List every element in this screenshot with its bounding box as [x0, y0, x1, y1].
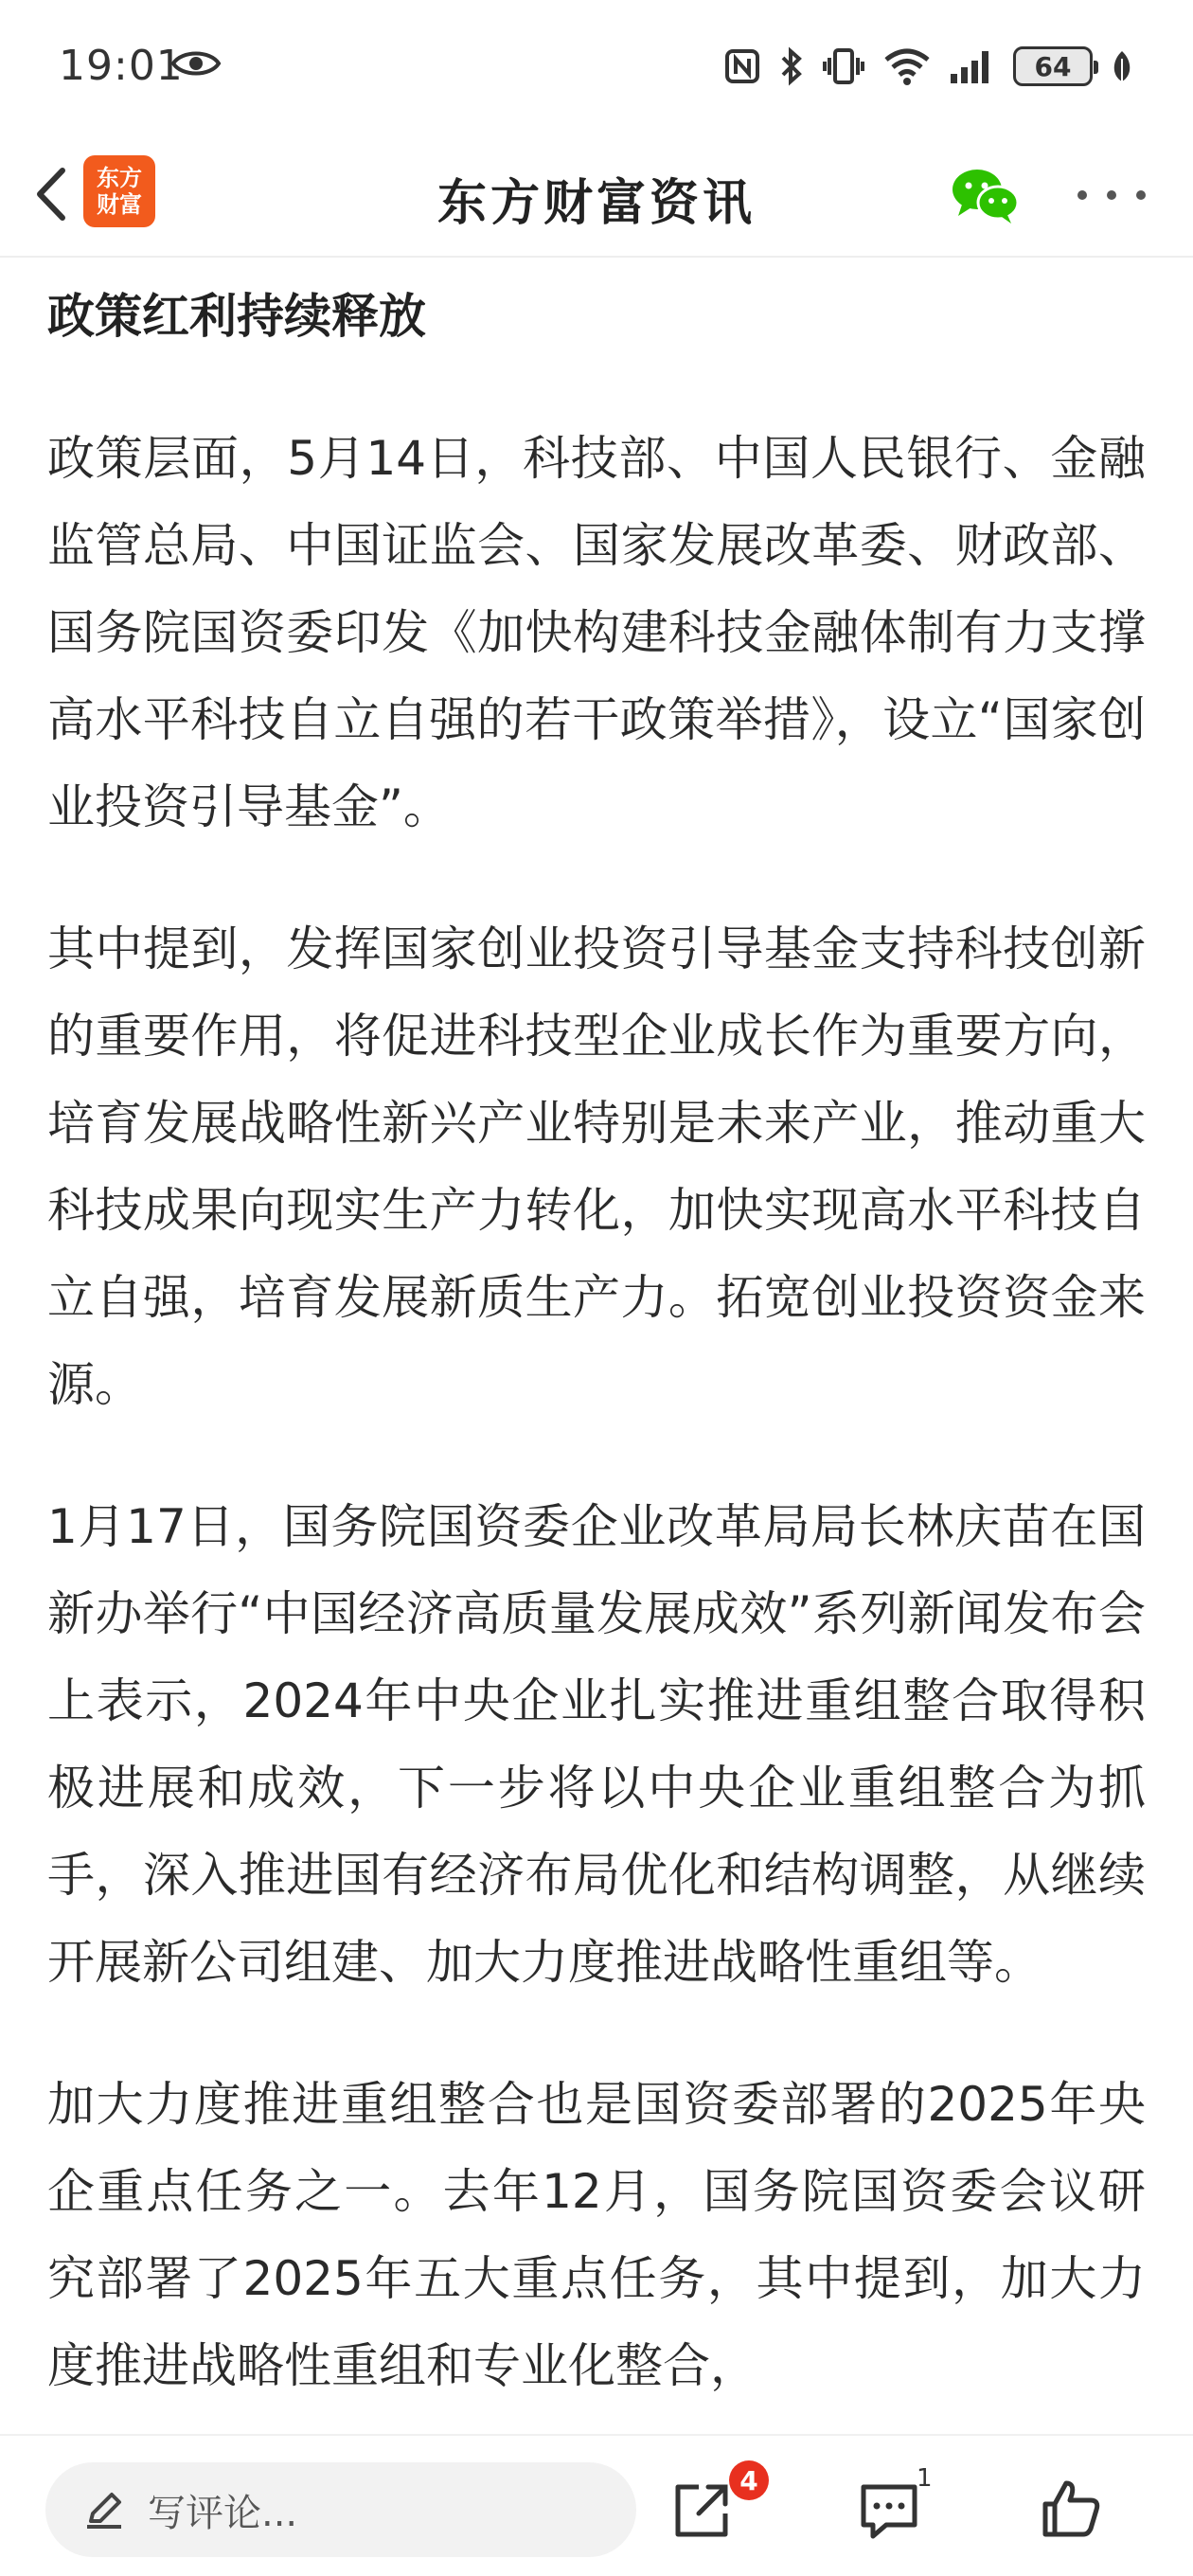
battery-icon	[1013, 46, 1093, 86]
leaf-icon	[1110, 47, 1134, 85]
pen-icon	[83, 2489, 125, 2531]
section-title: 政策红利持续释放	[47, 289, 426, 344]
status-time: 19:01	[59, 42, 184, 90]
comment-placeholder: 写评论...	[148, 2491, 298, 2535]
share-badge: 4	[729, 2460, 769, 2500]
article-paragraph: 1月17日，国务院国资委企业改革局局长林庆苗在国新办举行“中国经济高质量发展成效”系列新闻发布会上表示，2024年中央企业扎实推进重组整合取得积极进展和成效，下一步将以中央企业重组整合为抓手，深入推进国有经济布局优化和结构调整，从继续开展新公司组建、加大力度推进战略性重组等。	[47, 1499, 1146, 1990]
article-paragraph: 加大力度推进重组整合也是国资委部署的2025年央企重点任务之一。去年12月，国务院国资委会议研究部署了2025年五大重点任务，其中提到，加大力度推进战略性重组和专业化整合，	[47, 2077, 1146, 2393]
nfc-icon	[723, 47, 761, 85]
more-icon[interactable]	[1077, 174, 1146, 216]
eye-icon	[170, 47, 222, 80]
battery-level: 64	[1034, 50, 1072, 82]
share-icon[interactable]	[670, 2479, 733, 2542]
comment-count: 1	[917, 2464, 933, 2493]
article-paragraph: 其中提到，发挥国家创业投资引导基金支持科技创新的重要作用，将促进科技型企业成长作为重要方向，培育发展战略性新兴产业特别是未来产业，推动重大科技成果向现实生产力转化，加快实现高水平科技自立自强，培育发展新质生产力。拓宽创业投资资金来源。	[47, 921, 1146, 1412]
status-bar	[0, 0, 1193, 133]
comment-icon[interactable]	[858, 2479, 920, 2542]
wifi-icon	[882, 46, 932, 86]
vibrate-icon	[822, 46, 865, 86]
comment-input[interactable]	[45, 2462, 636, 2557]
status-icons	[723, 44, 1134, 89]
app-header	[0, 133, 1193, 258]
article-paragraph: 政策层面，5月14日，科技部、中国人民银行、金融监管总局、中国证监会、国家发展改革委、财政部、国务院国资委印发《加快构建科技金融体制有力支撑高水平科技自立自强的若干政策举措》，设立“国家创业投资引导基金”。	[47, 431, 1146, 834]
bluetooth-icon	[778, 46, 805, 86]
bottom-action-bar	[0, 2434, 1193, 2576]
logo-line2: 财富	[97, 191, 142, 218]
page-title: 东方财富资讯	[436, 174, 756, 232]
article-body	[47, 275, 1146, 2464]
like-icon[interactable]	[1040, 2478, 1102, 2540]
logo-line1: 东方	[97, 165, 142, 191]
signal-icon	[949, 47, 996, 85]
wechat-icon[interactable]	[949, 165, 1021, 225]
